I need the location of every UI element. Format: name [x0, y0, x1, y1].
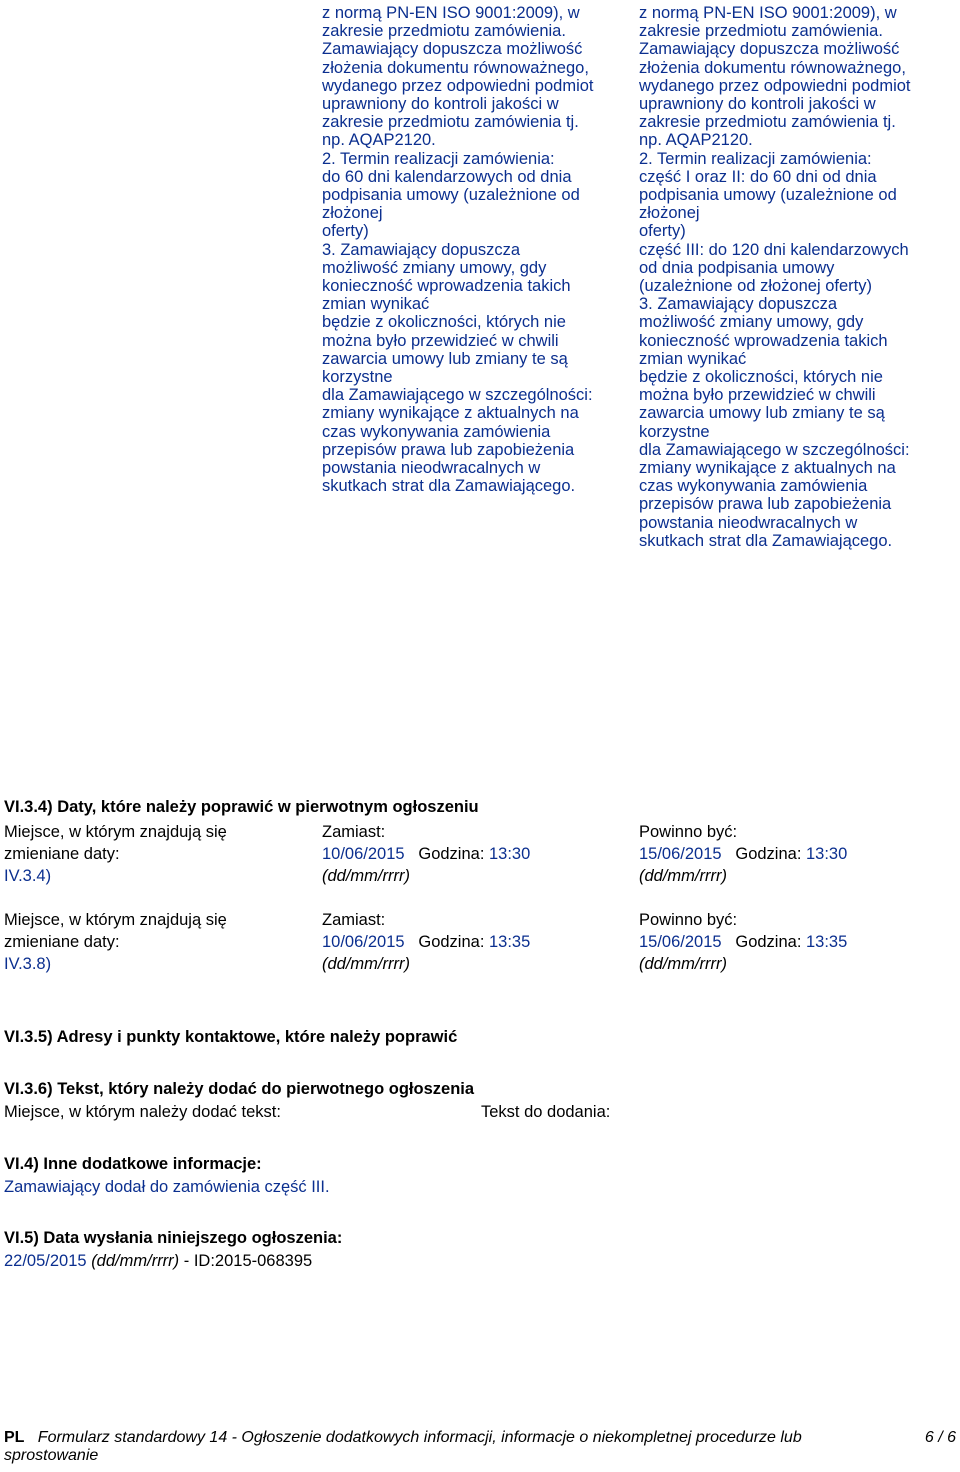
column-line: od dnia podpisania umowy — [639, 258, 835, 277]
place-label: zmieniane daty: — [4, 845, 120, 864]
column-line: oferty) — [639, 222, 686, 241]
column-line: możliwość zmiany umowy, gdy — [322, 258, 547, 277]
column-line: skutkach strat dla Zamawiającego. — [322, 477, 576, 496]
sent-date-heading: VI.5) Data wysłania niniejszego ogłoszenia: — [4, 1229, 343, 1247]
text-section-heading: VI.3.6) Tekst, który należy dodać do pierwotnego ogłoszenia — [4, 1080, 475, 1098]
column-line: można było przewidzieć w chwili — [322, 331, 559, 350]
column-line: oferty) — [322, 222, 369, 241]
date-format: (dd/mm/rrrr) — [91, 1252, 180, 1270]
should-label: Powinno być: — [639, 911, 738, 929]
column-line: wydanego przez odpowiedni podmiot — [322, 76, 594, 95]
column-line: zawarcia umowy lub zmiany te są — [322, 349, 568, 368]
column-line: np. AQAP2120. — [322, 131, 436, 150]
column-line: podpisania umowy (uzależnione od — [322, 186, 580, 205]
column-line: zmian wynikać — [322, 295, 430, 314]
column-line: konieczność wprowadzenia takich — [322, 277, 571, 296]
footer-form-title: Formularz standardowy 14 - Ogłoszenie dodatkowych informacji, informacje o niekompletnej procedurze lub — [37, 1429, 802, 1446]
column-line: Zamawiający dopuszcza możliwość — [639, 40, 900, 59]
dates-row-2-place — [4, 911, 227, 974]
column-line: będzie z okoliczności, których nie — [322, 313, 566, 332]
other-info-value: Zamawiający dodał do zamówienia część III. — [4, 1178, 330, 1196]
column-line: skutkach strat dla Zamawiającego. — [639, 531, 893, 550]
place-value: IV.3.4) — [4, 867, 52, 886]
column-line: Zamawiający dopuszcza możliwość — [322, 40, 583, 59]
column-line: zakresie przedmiotu zamówienia tj. — [639, 113, 896, 132]
column-line: konieczność wprowadzenia takich — [639, 331, 888, 350]
sent-date-value: 22/05/2015 — [4, 1252, 87, 1270]
column-line: 3. Zamawiający dopuszcza — [322, 240, 521, 259]
column-line: np. AQAP2120. — [639, 131, 753, 150]
date-format: (dd/mm/rrrr) — [322, 955, 410, 974]
column-line: zmiany wynikające z aktualnych na — [639, 459, 896, 478]
column-line: z normą PN-EN ISO 9001:2009), w — [639, 4, 897, 22]
sent-date-line — [4, 1252, 312, 1270]
addresses-heading: VI.3.5) Adresy i punkty kontaktowe, które należy poprawić — [4, 1028, 458, 1046]
column-line: czas wykonywania zamówienia — [322, 422, 551, 441]
instead-time: 13:30 — [489, 845, 531, 864]
instead-date: 10/06/2015 — [322, 933, 405, 952]
time-label: Godzina: — [735, 933, 802, 952]
column-line: możliwość zmiany umowy, gdy — [639, 313, 864, 332]
column-line: (uzależnione od złożonej oferty) — [639, 277, 872, 296]
should-time: 13:30 — [806, 845, 848, 864]
footer-lang: PL — [4, 1429, 25, 1446]
column-line: dla Zamawiającego w szczególności: — [639, 440, 910, 459]
column-line: podpisania umowy (uzależnione od — [639, 186, 897, 205]
column-line: korzystne — [639, 422, 710, 441]
instead-label: Zamiast: — [322, 911, 386, 929]
date-format: (dd/mm/rrrr) — [639, 867, 727, 886]
column-line: 2. Termin realizacji zamówienia: — [639, 149, 872, 168]
date-format: (dd/mm/rrrr) — [322, 867, 410, 886]
place-label: Miejsce, w którym znajdują się — [4, 911, 227, 929]
column-line: czas wykonywania zamówienia — [639, 477, 868, 496]
dates-row-2-instead — [322, 911, 530, 974]
date-format: (dd/mm/rrrr) — [639, 955, 727, 974]
column-line: zmian wynikać — [639, 349, 747, 368]
should-time: 13:35 — [806, 933, 848, 952]
dates-section-heading: VI.3.4) Daty, które należy poprawić w pierwotnym ogłoszeniu — [4, 798, 479, 816]
column-line: wydanego przez odpowiedni podmiot — [639, 76, 911, 95]
dates-row-2-should — [639, 911, 847, 974]
column-line: przepisów prawa lub zapobieżenia — [639, 495, 892, 514]
footer-form-title-cont: sprostowanie — [4, 1447, 99, 1464]
place-label: zmieniane daty: — [4, 933, 120, 952]
time-label: Godzina: — [418, 933, 485, 952]
dates-row-1-instead — [322, 823, 530, 886]
column-line: część I oraz II: do 60 dni od dnia — [639, 167, 877, 186]
column-line: 3. Zamawiający dopuszcza — [639, 295, 838, 314]
page-footer — [4, 1429, 802, 1465]
instead-time: 13:35 — [489, 933, 531, 952]
should-label: Powinno być: — [639, 823, 738, 841]
column-line: część III: do 120 dni kalendarzowych — [639, 240, 909, 259]
text-to-add-label: Tekst do dodania: — [481, 1103, 611, 1121]
column-line: powstania nieodwracalnych w — [639, 513, 858, 532]
time-label: Godzina: — [735, 845, 802, 864]
column-line: będzie z okoliczności, których nie — [639, 368, 883, 387]
column-line: dla Zamawiającego w szczególności: — [322, 386, 593, 405]
column-line: przepisów prawa lub zapobieżenia — [322, 440, 575, 459]
text-place-label: Miejsce, w którym należy dodać tekst: — [4, 1103, 281, 1121]
column-line: zakresie przedmiotu zamówienia. — [322, 22, 566, 41]
place-label: Miejsce, w którym znajdują się — [4, 823, 227, 841]
column-line: zmiany wynikające z aktualnych na — [322, 404, 579, 423]
instead-label: Zamiast: — [322, 823, 386, 841]
column-line: złożonej — [639, 204, 700, 223]
dates-row-1-should — [639, 823, 847, 886]
column-line: złożonej — [322, 204, 383, 223]
column-line: złożenia dokumentu równoważnego, — [639, 58, 906, 77]
column-line: korzystne — [322, 368, 393, 387]
column-line: uprawniony do kontroli jakości w — [639, 95, 876, 114]
dates-row-1-place — [4, 823, 227, 886]
page-number: 6 / 6 — [924, 1429, 956, 1446]
column-line: zawarcia umowy lub zmiany te są — [639, 404, 885, 423]
column-line: do 60 dni kalendarzowych od dnia — [322, 167, 572, 186]
column-line: złożenia dokumentu równoważnego, — [322, 58, 589, 77]
column-line: można było przewidzieć w chwili — [639, 386, 876, 405]
column-line: z normą PN-EN ISO 9001:2009), w — [322, 4, 580, 22]
right-column-text — [639, 4, 911, 550]
column-line: uprawniony do kontroli jakości w — [322, 95, 559, 114]
other-info-heading: VI.4) Inne dodatkowe informacje: — [4, 1155, 262, 1173]
column-line: zakresie przedmiotu zamówienia tj. — [322, 113, 579, 132]
notice-id: - ID:2015-068395 — [183, 1252, 313, 1270]
column-line: 2. Termin realizacji zamówienia: — [322, 149, 555, 168]
column-line: powstania nieodwracalnych w — [322, 459, 541, 478]
left-column-text — [322, 4, 594, 495]
place-value: IV.3.8) — [4, 955, 52, 974]
should-date: 15/06/2015 — [639, 933, 722, 952]
column-line: zakresie przedmiotu zamówienia. — [639, 22, 883, 41]
instead-date: 10/06/2015 — [322, 845, 405, 864]
time-label: Godzina: — [418, 845, 485, 864]
should-date: 15/06/2015 — [639, 845, 722, 864]
